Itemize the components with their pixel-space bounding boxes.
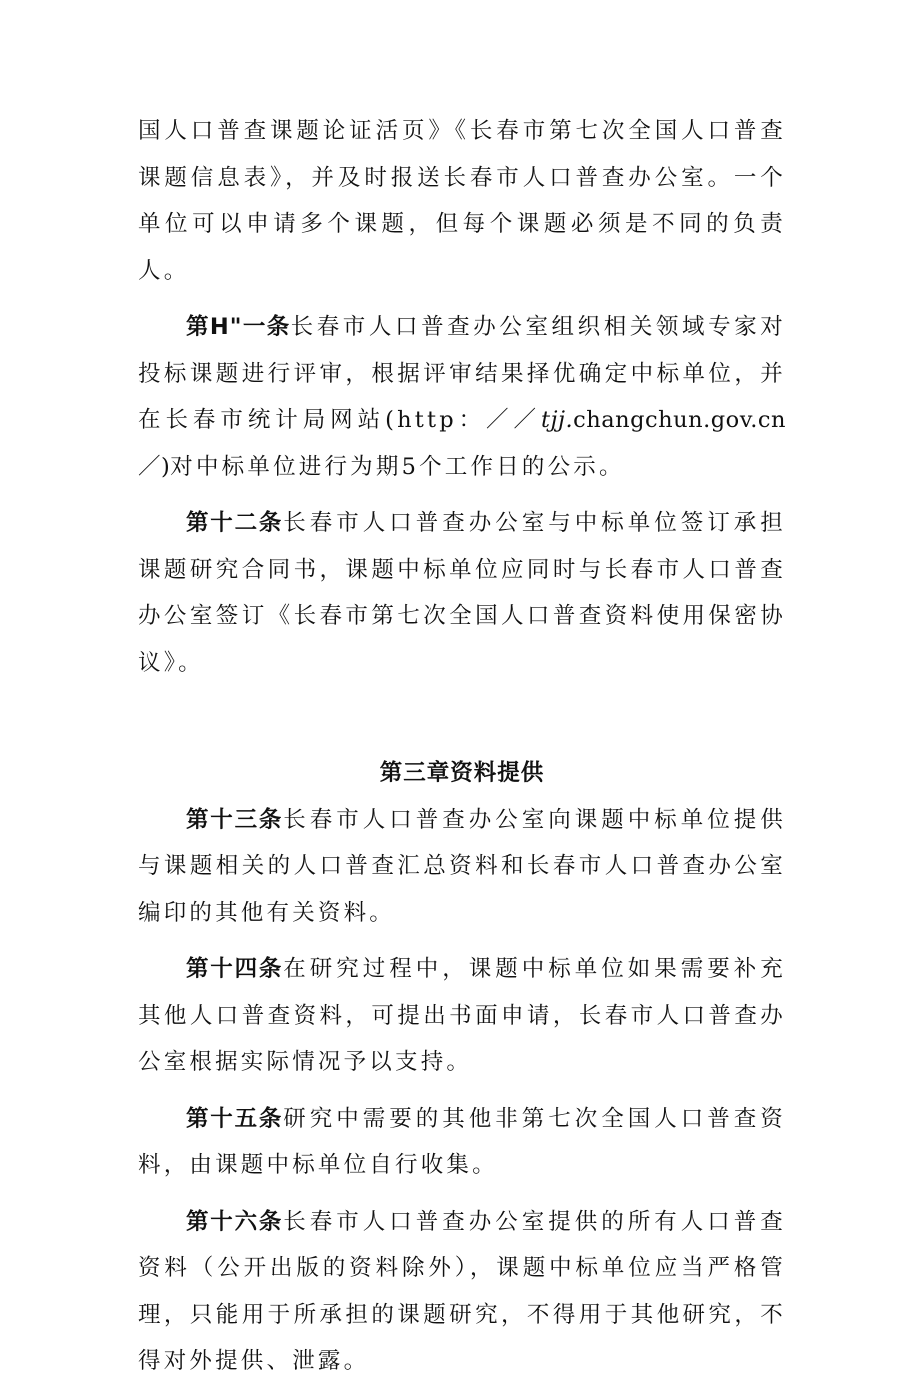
article-16-text: 长春市人口普查办公室提供的所有人口普查资料（公开出版的资料除外），课题中标单位应当严格管理，只能用于所承担的课题研究，不得用于其他研究，不得对外提供、泄露。 (138, 1208, 786, 1374)
article-11-text: 长春市人口普查办公室组织相关领域专家对投标课题进行评审，根据评审结果择优确定中标单位，并在长春市统计局网站(http：／／ (138, 314, 786, 433)
article-15-text: 研究中需要的其他非第七次全国人口普查资料，由课题中标单位自行收集。 (138, 1105, 786, 1178)
article-11-url-italic: tjj. (540, 407, 574, 433)
document-page (138, 108, 786, 1385)
article-13-number: 第十三条 (186, 806, 284, 833)
article-12 (138, 500, 786, 686)
article-15-number: 第十五条 (186, 1105, 284, 1132)
article-13-text: 长春市人口普查办公室向课题中标单位提供与课题相关的人口普查汇总资料和长春市人口普查办公室编印的其他有关资料。 (138, 806, 786, 926)
article-11 (138, 304, 786, 490)
article-11-text-after: 对中标单位进行为期5个工作日的公示。 (170, 453, 625, 480)
article-14 (138, 946, 786, 1086)
article-15 (138, 1096, 786, 1189)
article-16 (138, 1199, 786, 1385)
article-16-number: 第十六条 (186, 1208, 284, 1235)
intro-paragraph (138, 108, 786, 294)
article-11-number: 第H"一条 (186, 314, 291, 340)
article-14-number: 第十四条 (186, 956, 284, 982)
article-12-text: 长春市人口普查办公室与中标单位签订承担课题研究合同书，课题中标单位应同时与长春市人口普查办公室签订《长春市第七次全国人口普查资料使用保密协议》。 (138, 510, 786, 676)
intro-text: 国人口普查课题论证活页》《长春市第七次全国人口普查课题信息表》，并及时报送长春市人口普查办公室。一个单位可以申请多个课题，但每个课题必须是不同的负责人。 (138, 118, 786, 284)
article-11-url-rest: changchun.gov.cn／) (138, 407, 786, 480)
chapter-3-title: 第三章资料提供 (379, 760, 545, 786)
article-14-text: 在研究过程中，课题中标单位如果需要补充其他人口普查资料，可提出书面申请，长春市人口普查办公室根据实际情况予以支持。 (138, 956, 786, 1075)
article-13 (138, 797, 786, 937)
article-12-number: 第十二条 (186, 510, 284, 536)
